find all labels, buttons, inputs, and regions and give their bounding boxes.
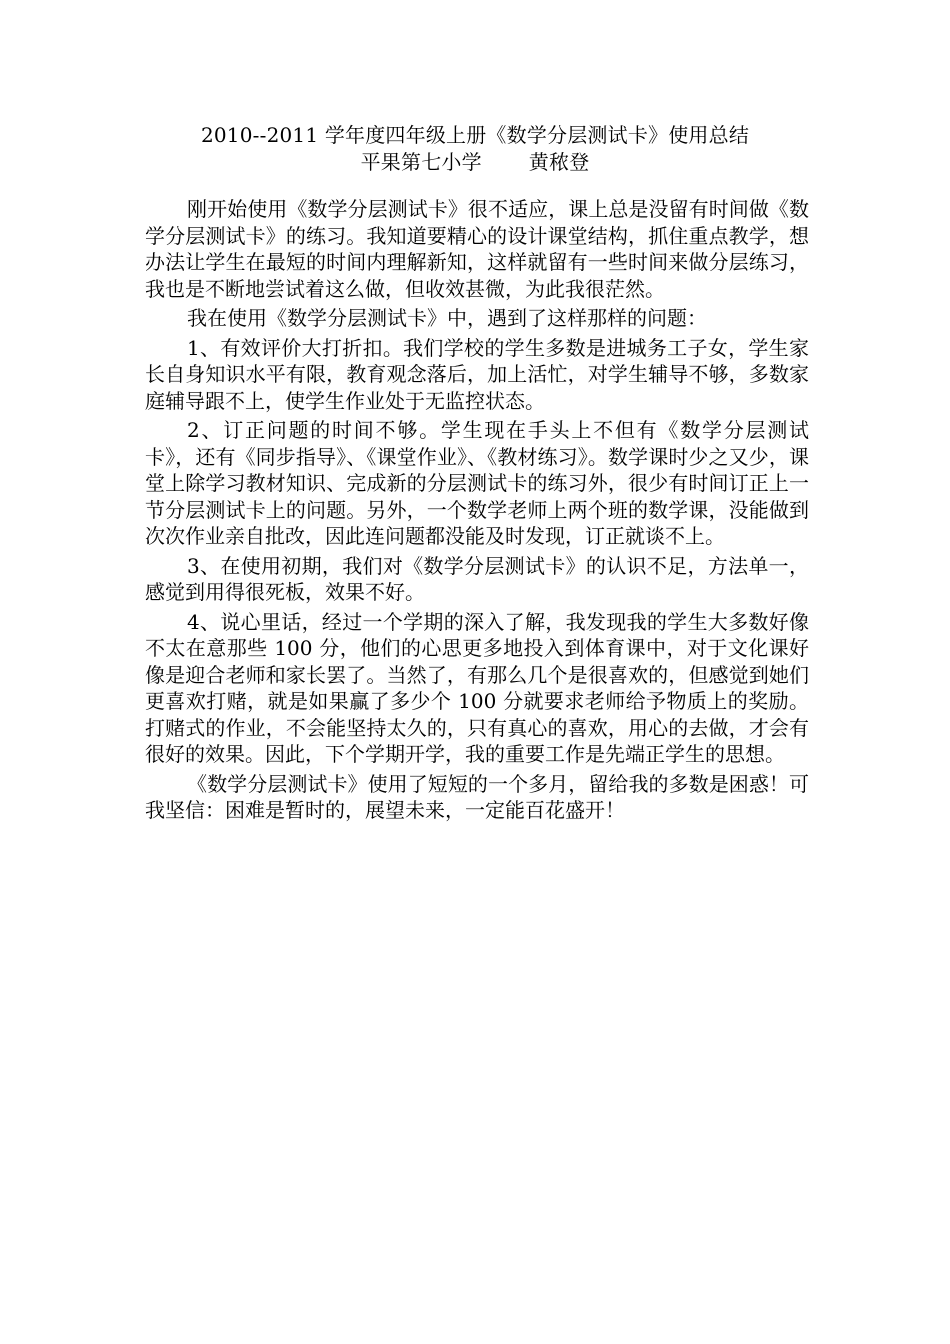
paragraph-conclusion: 《数学分层测试卡》使用了短短的一个多月，留给我的多数是困惑！可我坚信：困难是暂时的，展望未来，一定能百花盛开！ [145, 771, 809, 822]
document-byline: 平果第七小学 黄秾登 [360, 150, 590, 174]
paragraph-problems-lead: 我在使用《数学分层测试卡》中，遇到了这样那样的问题： [187, 306, 707, 330]
title-block [0, 122, 950, 176]
paragraph-item-3: 3、在使用初期，我们对《数学分层测试卡》的认识不足，方法单一，感觉到用得很死板，效果不好。 [145, 553, 809, 604]
paragraph-item-1: 1、有效评价大打折扣。我们学校的学生多数是进城务工子女，学生家长自身知识水平有限，教育观念落后，加上活忙，对学生辅导不够，多数家庭辅导跟不上，使学生作业处于无监控状态。 [145, 335, 809, 413]
document-title: 2010--2011 学年度四年级上册《数学分层测试卡》使用总结 [200, 123, 750, 147]
paragraph-item-2: 2、订正问题的时间不够。学生现在手头上不但有《数学分层测试卡》，还有《同步指导》、《课堂作业》、《教材练习》。数学课时少之又少，课堂上除学习教材知识、完成新的分层测试卡的练习外，很少有时间订正上一节分层测试卡上的问题。另外，一个数学老师上两个班的数学课，没能做到次次作业亲自批改，因此连问题都没能及时发现，订正就谈不上。 [145, 418, 809, 548]
document-body [145, 196, 809, 827]
paragraph-intro: 刚开始使用《数学分层测试卡》很不适应，课上总是没留有时间做《数学分层测试卡》的练习。我知道要精心的设计课堂结构，抓住重点教学，想办法让学生在最短的时间内理解新知，这样就留有一些时间来做分层练习，我也是不断地尝试着这么做，但收效甚微，为此我很茫然。 [145, 197, 809, 301]
paragraph-item-4: 4、说心里话，经过一个学期的深入了解，我发现我的学生大多数好像不太在意那些 100 分，他们的心思更多地投入到体育课中，对于文化课好像是迎合老师和家长罢了。当然了，有那么几个是很喜欢的，但感觉到她们更喜欢打赌，就是如果赢了多少个 100 分就要求老师给予物质上的奖励。打赌式的作业，不会能坚持太久的，只有真心的喜欢，用心的去做，才会有很好的效果。因此，下个学期开学，我的重要工作是先端正学生的思想。 [145, 609, 809, 766]
